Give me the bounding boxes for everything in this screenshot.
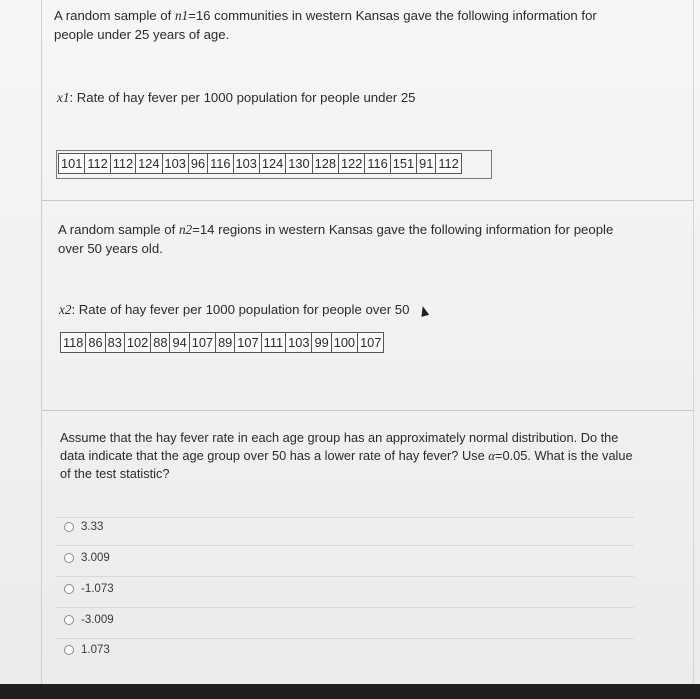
table-cell: 103 xyxy=(286,333,312,353)
right-border xyxy=(693,0,694,684)
intro-sample-1: A random sample of n1=16 communities in western Kansas gave the following information for people under 25 years of age. xyxy=(54,8,597,42)
mouse-cursor-icon xyxy=(419,305,429,317)
table-cell: 89 xyxy=(216,333,235,353)
option-label: -1.073 xyxy=(81,583,114,595)
table-cell: 101 xyxy=(59,154,85,174)
option-1-073[interactable] xyxy=(64,644,110,656)
table-cell: 116 xyxy=(365,154,390,174)
option-neg-3-009[interactable] xyxy=(64,614,114,626)
x2-label: x2: Rate of hay fever per 1000 population for people over 50 xyxy=(59,302,410,317)
radio-button-icon[interactable] xyxy=(64,584,74,594)
table-cell: 122 xyxy=(338,154,364,174)
option-divider xyxy=(56,638,634,639)
x1-data-table xyxy=(58,153,462,174)
option-divider xyxy=(56,607,634,608)
intro-sample-2: A random sample of n2=14 regions in western Kansas gave the following information for people over 50 years old. xyxy=(58,222,614,256)
table-cell: 88 xyxy=(151,333,170,353)
table-cell: 103 xyxy=(233,154,259,174)
table-cell: 124 xyxy=(259,154,285,174)
option-label: 1.073 xyxy=(81,644,110,656)
table-cell: 83 xyxy=(105,333,124,353)
option-3-009[interactable] xyxy=(64,552,110,564)
table-cell: 103 xyxy=(162,154,188,174)
option-divider xyxy=(56,576,634,577)
table-cell: 94 xyxy=(170,333,189,353)
table-cell: 102 xyxy=(124,333,150,353)
radio-button-icon[interactable] xyxy=(64,553,74,563)
table-cell: 128 xyxy=(312,154,338,174)
table-cell: 124 xyxy=(136,154,162,174)
left-border xyxy=(41,0,42,684)
option-divider xyxy=(56,517,634,518)
table-cell: 100 xyxy=(331,333,357,353)
table-row xyxy=(61,333,384,353)
table-cell: 130 xyxy=(286,154,312,174)
x1-label: x1: Rate of hay fever per 1000 population for people under 25 xyxy=(57,90,416,105)
table-cell: 96 xyxy=(188,154,207,174)
radio-button-icon[interactable] xyxy=(64,645,74,655)
table-cell: 112 xyxy=(85,154,110,174)
table-cell: 118 xyxy=(61,333,86,353)
option-label: 3.009 xyxy=(81,552,110,564)
table-cell: 112 xyxy=(436,154,461,174)
option-label: -3.009 xyxy=(81,614,114,626)
option-neg-1-073[interactable] xyxy=(64,583,114,595)
table-cell: 151 xyxy=(390,154,416,174)
x2-data-table xyxy=(60,332,384,353)
option-label: 3.33 xyxy=(81,521,104,533)
table-cell: 107 xyxy=(358,333,384,353)
table-cell: 112 xyxy=(110,154,135,174)
bottom-bar xyxy=(0,684,700,699)
table-row xyxy=(59,154,462,174)
table-cell: 116 xyxy=(208,154,233,174)
section-divider xyxy=(42,200,694,201)
table-cell: 86 xyxy=(86,333,105,353)
table-cell: 107 xyxy=(235,333,261,353)
table-cell: 99 xyxy=(312,333,331,353)
option-3-33[interactable] xyxy=(64,521,103,533)
radio-button-icon[interactable] xyxy=(64,522,74,532)
table-cell: 107 xyxy=(189,333,215,353)
question-text: Assume that the hay fever rate in each age group has an approximately normal distribution. Do the data indicate that the age group over 50 has a lower rate of hay fever? Use α=0.05. What is the value of the test statistic? xyxy=(60,430,633,481)
option-divider xyxy=(56,545,634,546)
table-cell: 91 xyxy=(417,154,436,174)
radio-button-icon[interactable] xyxy=(64,615,74,625)
table-cell: 111 xyxy=(261,333,285,353)
section-divider xyxy=(42,410,694,411)
